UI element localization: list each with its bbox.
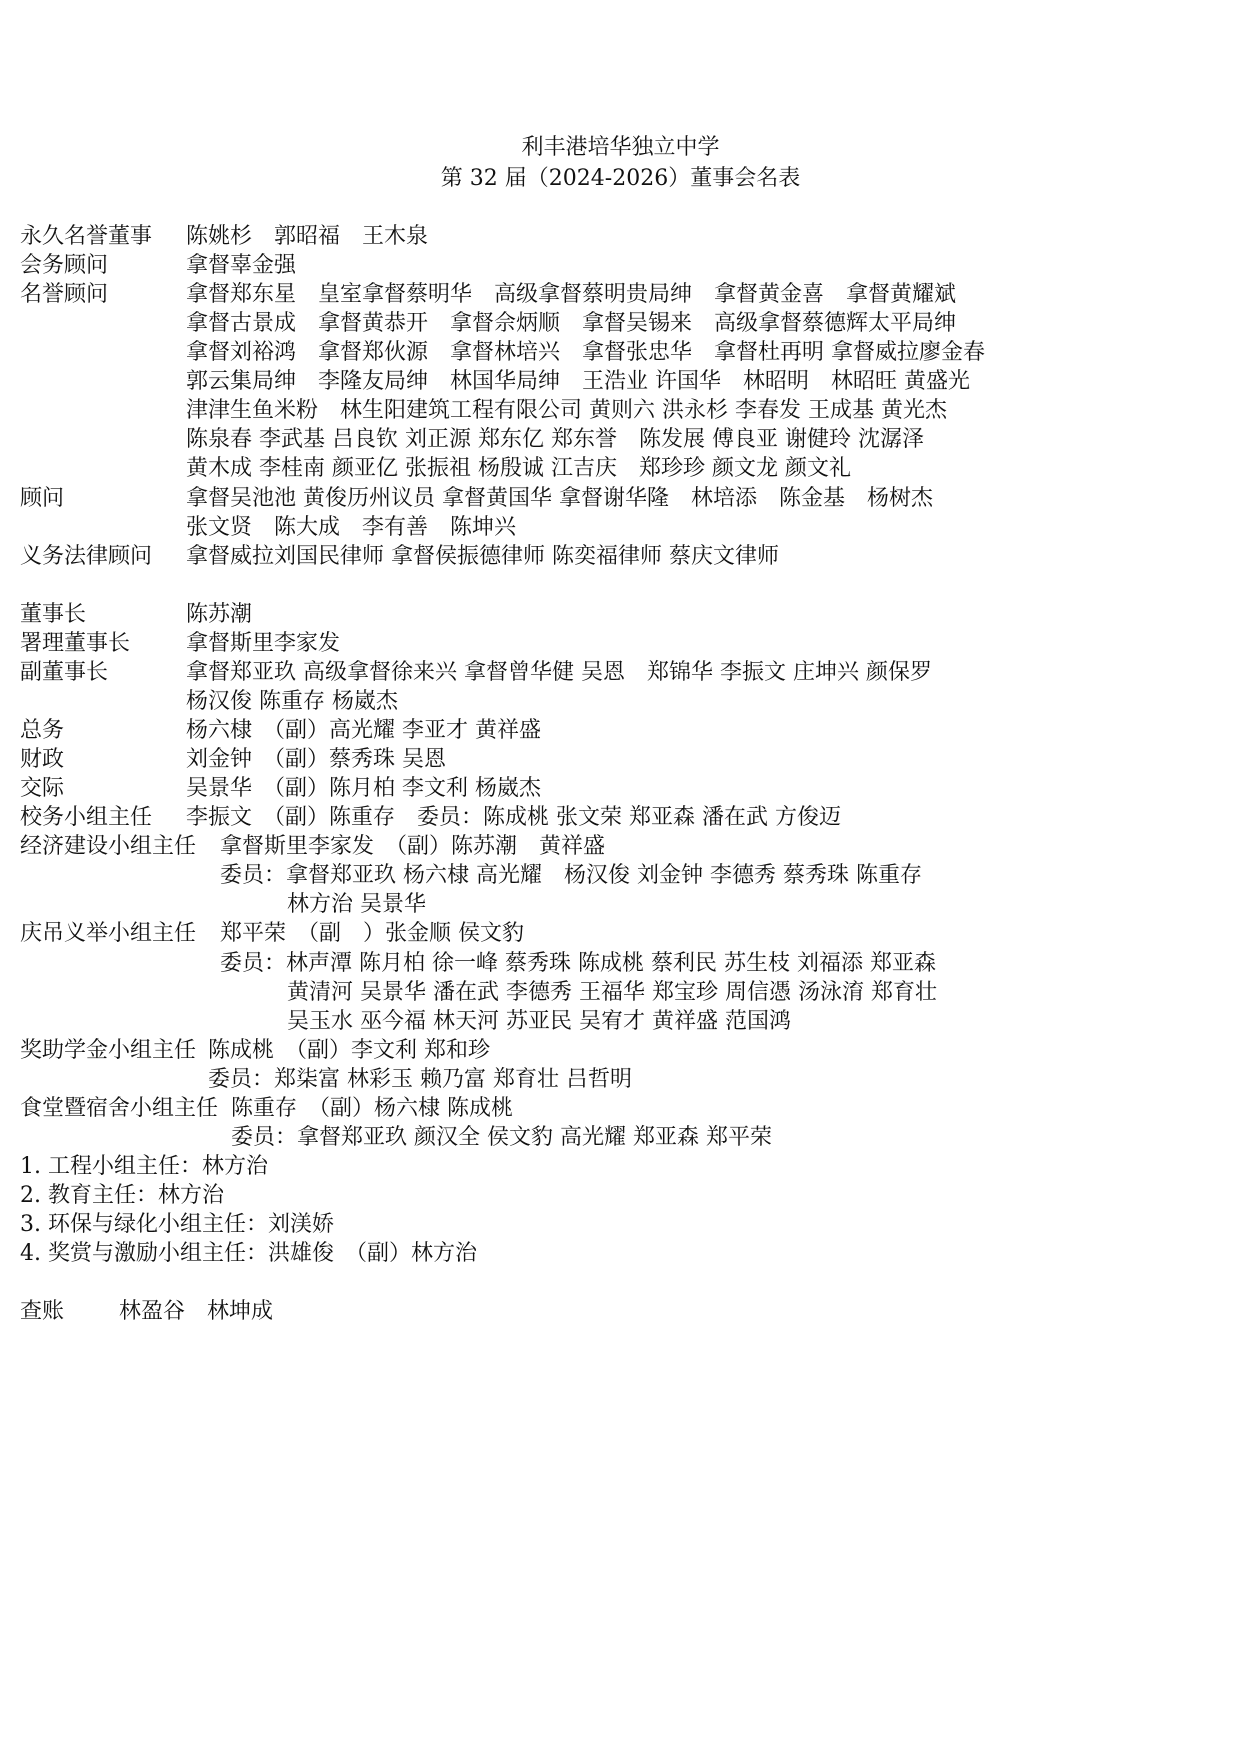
econ-committee-members: 林方治 吴景华 xyxy=(287,892,426,917)
vice-chairman-label: 副董事长 xyxy=(20,660,109,685)
scholarship-committee-label: 奖助学金小组主任 xyxy=(20,1038,197,1063)
legal-advisor-names: 拿督威拉刘国民律师 拿督侯振德律师 陈奕福律师 蔡庆文律师 xyxy=(186,544,779,569)
advisor-label: 顾问 xyxy=(20,486,65,511)
consultant-names: 拿督辜金强 xyxy=(186,253,297,278)
scholarship-committee-members: 委员：郑柒富 林彩玉 赖乃富 郑育壮 吕哲明 xyxy=(208,1067,632,1092)
canteen-committee-label: 食堂暨宿舍小组主任 xyxy=(20,1096,219,1121)
perm-honor-director-names: 陈姚杉 郭昭福 王木泉 xyxy=(186,224,429,249)
school-affairs-names: 李振文 （副）陈重存 委员：陈成桃 张文荣 郑亚森 潘在武 方俊迈 xyxy=(186,805,841,830)
numbered-item: 1. 工程小组主任：林方治 xyxy=(20,1154,268,1179)
advisor-line: 拿督吴池池 黄俊历州议员 拿督黄国华 拿督谢华隆 林培添 陈金基 杨树杰 xyxy=(186,486,933,511)
acting-chairman-label: 署理董事长 xyxy=(20,631,131,656)
welfare-committee-label: 庆吊义举小组主任 xyxy=(20,921,197,946)
welfare-committee-members: 黄清河 吴景华 潘在武 李德秀 王福华 郑宝珍 周信憑 汤泳淯 郑育壮 xyxy=(287,980,937,1005)
general-affairs-label: 总务 xyxy=(20,718,65,743)
honorary-advisor-line: 黄木成 李桂南 颜亚亿 张振祖 杨殷诚 江吉庆 郑珍珍 颜文龙 颜文礼 xyxy=(186,456,851,481)
vice-chairman-line: 拿督郑亚玖 高级拿督徐来兴 拿督曾华健 吴恩 郑锦华 李振文 庄坤兴 颜保罗 xyxy=(186,660,932,685)
social-label: 交际 xyxy=(20,776,65,801)
chairman-label: 董事长 xyxy=(20,602,87,627)
numbered-item: 2. 教育主任：林方治 xyxy=(20,1183,224,1208)
honorary-advisor-label: 名誉顾问 xyxy=(20,282,109,307)
school-name: 利丰港培华独立中学 xyxy=(521,135,720,160)
perm-honor-director-label: 永久名誉董事 xyxy=(20,224,153,249)
finance-label: 财政 xyxy=(20,747,65,772)
honorary-advisor-line: 拿督刘裕鸿 拿督郑伙源 拿督林培兴 拿督张忠华 拿督杜再明 拿督威拉廖金春 xyxy=(186,340,985,365)
honorary-advisor-line: 陈泉春 李武基 吕良钦 刘正源 郑东亿 郑东誉 陈发展 傅良亚 谢健玲 沈潺泽 xyxy=(186,427,924,452)
consultant-label: 会务顾问 xyxy=(20,253,109,278)
honorary-advisor-line: 郭云集局绅 李隆友局绅 林国华局绅 王浩业 许国华 林昭明 林昭旺 黄盛光 xyxy=(186,369,970,394)
econ-committee-members: 委员：拿督郑亚玖 杨六棣 高光耀 杨汉俊 刘金钟 李德秀 蔡秀珠 陈重存 xyxy=(220,863,922,888)
numbered-item: 3. 环保与绿化小组主任：刘渼娇 xyxy=(20,1212,334,1237)
general-affairs-names: 杨六棣 （副）高光耀 李亚才 黄祥盛 xyxy=(186,718,541,743)
honorary-advisor-line: 拿督古景成 拿督黄恭开 拿督佘炳顺 拿督吴锡来 高级拿督蔡德辉太平局绅 xyxy=(186,311,957,336)
social-names: 吴景华 （副）陈月柏 李文利 杨崴杰 xyxy=(186,776,541,801)
econ-committee-head: 拿督斯里李家发 （副）陈苏潮 黄祥盛 xyxy=(220,834,606,859)
welfare-committee-head: 郑平荣 （副 ）张金顺 侯文豹 xyxy=(220,921,524,946)
numbered-item: 4. 奖赏与激励小组主任：洪雄俊 （副）林方治 xyxy=(20,1241,477,1266)
honorary-advisor-line: 津津生鱼米粉 林生阳建筑工程有限公司 黄则六 洪永杉 李春发 王成基 黄光杰 xyxy=(186,398,947,423)
vice-chairman-line: 杨汉俊 陈重存 杨崴杰 xyxy=(186,689,398,714)
econ-committee-label: 经济建设小组主任 xyxy=(20,834,197,859)
honorary-advisor-line: 拿督郑东星 皇室拿督蔡明华 高级拿督蔡明贵局绅 拿督黄金喜 拿督黄耀斌 xyxy=(186,282,957,307)
canteen-committee-members: 委员：拿督郑亚玖 颜汉全 侯文豹 高光耀 郑亚森 郑平荣 xyxy=(231,1125,772,1150)
board-title: 第 32 届（2024-2026）董事会名表 xyxy=(440,166,801,191)
auditor-names: 林盈谷 林坤成 xyxy=(119,1299,274,1324)
welfare-committee-members: 委员：林声潭 陈月柏 徐一峰 蔡秀珠 陈成桃 蔡利民 苏生枝 刘福添 郑亚森 xyxy=(220,951,936,976)
chairman-names: 陈苏潮 xyxy=(186,602,253,627)
auditor-label: 查账 xyxy=(20,1299,65,1324)
advisor-line: 张文贤 陈大成 李有善 陈坤兴 xyxy=(186,515,517,540)
school-affairs-label: 校务小组主任 xyxy=(20,805,153,830)
scholarship-committee-head: 陈成桃 （副）李文利 郑和珍 xyxy=(208,1038,490,1063)
legal-advisor-label: 义务法律顾问 xyxy=(20,544,153,569)
welfare-committee-members: 吴玉水 巫今福 林天河 苏亚民 吴宥才 黄祥盛 范国鸿 xyxy=(287,1009,791,1034)
finance-names: 刘金钟 （副）蔡秀珠 吴恩 xyxy=(186,747,446,772)
canteen-committee-head: 陈重存 （副）杨六棣 陈成桃 xyxy=(231,1096,513,1121)
acting-chairman-names: 拿督斯里李家发 xyxy=(186,631,341,656)
